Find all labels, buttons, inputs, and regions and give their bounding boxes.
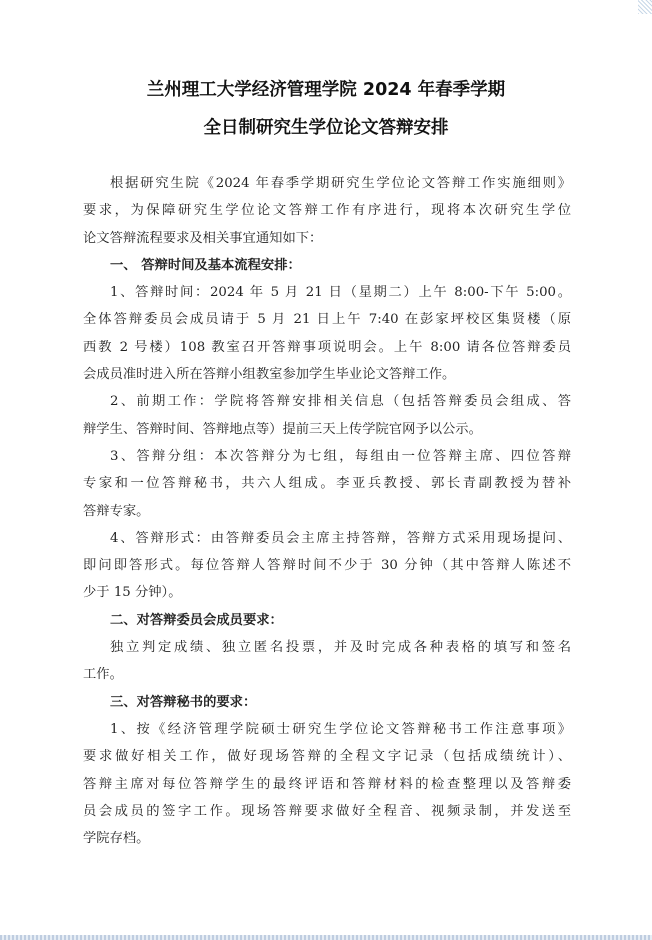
paragraph-line: 4、答辩形式：由答辩委员会主席主持答辩，答辩方式采用现场提问、 <box>110 530 571 546</box>
paragraph-line: 会成员准时进入所在答辩小组教室参加学生毕业论文答辩工作。 <box>83 367 456 383</box>
paragraph-line: 要求，为保障研究生学位论文答辩工作有序进行，现将本次研究生学位 <box>83 203 571 219</box>
section-heading: 一、 答辩时间及基本流程安排： <box>110 257 301 273</box>
paragraph-line: 根据研究生院《2024 年春季学期研究生学位论文答辩工作实施细则》 <box>110 176 571 191</box>
paragraph-line: 少于 15 分钟）。 <box>83 585 182 601</box>
paragraph-line: 即问即答形式。每位答辩人答辩时间不少于 30 分钟（其中答辩人陈述不 <box>83 558 571 574</box>
paragraph-line: 西教 2 号楼）108 教室召开答辩事项说明会。上午 8:00 请各位答辩委员 <box>83 339 571 355</box>
paragraph-line: 要求做好相关工作，做好现场答辩的全程文字记录（包括成绩统计）、 <box>83 749 571 765</box>
document-title-line-2: 全日制研究生学位论文答辩安排 <box>203 118 449 138</box>
paragraph-line: 答辩专家。 <box>83 503 150 519</box>
paragraph-line: 答辩主席对每位答辩学生的最终评语和答辩材料的检查整理以及答辩委 <box>83 776 571 792</box>
paragraph-line: 1、答辩时间：2024 年 5 月 21 日（星期二）上午 8:00-下午 5:00。 <box>110 285 571 301</box>
paragraph-line: 论文答辩流程要求及相关事宜通知如下： <box>83 230 323 246</box>
document-title-line-1: 兰州理工大学经济管理学院 2024 年春季学期 <box>146 80 506 100</box>
paragraph-line: 3、答辩分组：本次答辩分为七组，每组由一位答辩主席、四位答辩 <box>110 448 571 464</box>
document-body <box>83 170 571 852</box>
paragraph-line: 学院存档。 <box>83 831 150 847</box>
paragraph-line: 辩学生、答辩时间、答辩地点等）提前三天上传学院官网予以公示。 <box>83 421 482 437</box>
paragraph-line: 员会成员的签字工作。现场答辩要求做好全程音、视频录制，并发送至 <box>83 803 571 819</box>
paragraph-line: 专家和一位答辩秘书，共六人组成。李亚兵教授、郭长青副教授为替补 <box>83 476 571 492</box>
paragraph-line: 工作。 <box>83 667 123 683</box>
paragraph-line: 全体答辩委员会成员请于 5 月 21 日上午 7:40 在彭家坪校区集贤楼（原 <box>83 312 571 328</box>
page-corner-mark <box>638 0 652 14</box>
paragraph-line: 独立判定成绩、独立匿名投票，并及时完成各种表格的填写和签名 <box>110 640 571 656</box>
section-heading: 三、对答辩秘书的要求： <box>110 694 257 710</box>
section-heading: 二、对答辩委员会成员要求： <box>110 612 283 628</box>
page-bottom-border <box>0 935 652 940</box>
paragraph-line: 2、前期工作：学院将答辩安排相关信息（包括答辩委员会组成、答 <box>110 394 571 410</box>
paragraph-line: 1、按《经济管理学院硕士研究生学位论文答辩秘书工作注意事项》 <box>110 721 571 737</box>
